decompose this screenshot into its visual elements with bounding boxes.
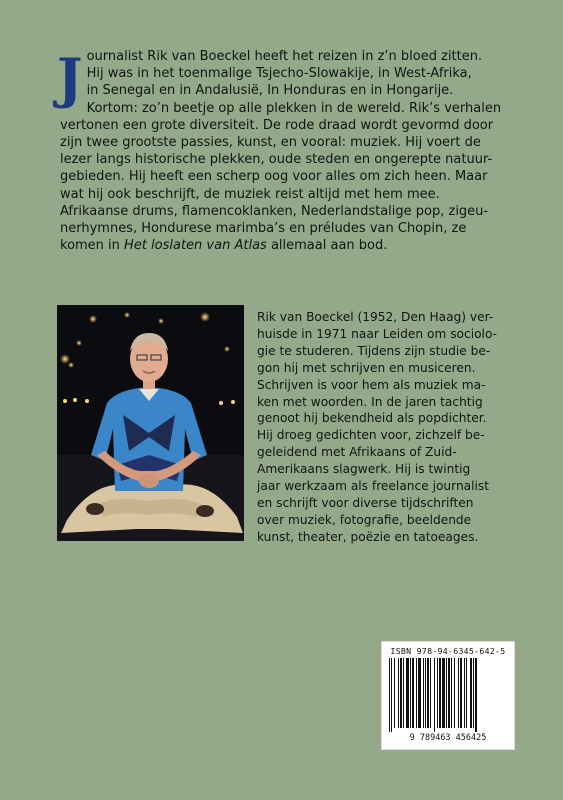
isbn-label: ISBN 978-94-6345-642-5 (390, 646, 506, 656)
barcode-bar (442, 658, 445, 728)
barcode-bar (475, 658, 477, 732)
bio-line: ken met woorden. In de jaren tachtig (257, 394, 483, 409)
barcode-bar (427, 658, 429, 728)
bio-line: gon hij met schrijven en musiceren. (257, 360, 476, 375)
barcode-bar (412, 658, 414, 728)
blurb-line: gebieden. Hij heeft een scherp oog voor alles om zich heen. Maar (60, 169, 488, 185)
barcode-bar (434, 658, 435, 732)
bio-line: over muziek, fotografie, beeldende (257, 512, 472, 527)
barcode-bar (418, 658, 421, 728)
bio-line: Amerikaans slagwerk. Hij is twintig (257, 462, 471, 477)
barcode-bar (423, 658, 424, 728)
bio-line: gie te studeren. Tijdens zijn studie be- (257, 343, 491, 358)
barcode-bar (391, 658, 392, 732)
blurb-line: wat hij ook beschrijft, de muziek reist altijd met hem mee. (60, 186, 440, 202)
barcode-bar (437, 658, 438, 728)
barcode-bar (439, 658, 441, 728)
bio-line: en schrijft voor diverse tijdschriften (257, 495, 474, 510)
barcode-bar (406, 658, 409, 728)
blurb-line: lezer langs historische plekken, oude steden en ongerepte natuur- (60, 152, 493, 168)
barcode-bar (466, 658, 467, 728)
bio-line: genoot hij bekendheid als popdichter. (257, 411, 487, 426)
bio-line: huisde in 1971 naar Leiden om sociolo- (257, 326, 498, 341)
bio-line: Schrijven is voor hem als muziek ma- (257, 377, 486, 392)
blurb-line: zijn twee grootste passies, kunst, en vooral: muziek. Hij voert de (60, 135, 481, 151)
barcode-bar (470, 658, 472, 728)
barcode-bar (460, 658, 462, 728)
barcode-bar (410, 658, 411, 728)
barcode-bar (446, 658, 447, 728)
blurb-last-prefix: komen in (60, 238, 125, 254)
back-cover-blurb (57, 46, 530, 254)
barcode-bar (451, 658, 452, 728)
bio-line: jaar werkzaam als freelance journalist (257, 479, 490, 494)
author-bio (257, 309, 507, 546)
bio-line: kunst, theater, poëzie en tatoeages. (257, 529, 479, 544)
barcode-bar (458, 658, 459, 728)
bio-line: Rik van Boeckel (1952, Den Haag) ver- (257, 310, 494, 324)
barcode-bar (394, 658, 395, 728)
barcode-bar (398, 658, 399, 728)
blurb-line: Kortom: zo’n beetje op alle plekken in de wereld. Rik’s verhalen (86, 100, 502, 116)
barcode-bar (403, 658, 404, 728)
blurb-line: Hij was in het toenmalige Tsjecho-Slowakije, in West-Afrika, (86, 66, 472, 82)
barcode-bar (454, 658, 455, 728)
drop-cap: J (57, 46, 83, 110)
barcode-bar (473, 658, 474, 728)
blurb-last-line (60, 237, 530, 254)
barcode-bar (430, 658, 431, 728)
author-photo (57, 305, 244, 541)
blurb-line: ournalist Rik van Boeckel heeft het reizen in z’n bloed zitten. (86, 49, 483, 64)
bio-line: Hij droeg gedichten voor, zichzelf be- (257, 428, 485, 443)
blurb-line: in Senegal en in Andalusië, In Honduras en in Hongarije. (86, 83, 454, 99)
book-title: Het loslaten van Atlas (124, 238, 267, 254)
isbn-barcode (381, 641, 515, 750)
barcode-bar (416, 658, 417, 728)
barcode-bar (400, 658, 402, 728)
blurb-last-suffix: allemaal aan bod. (266, 238, 388, 254)
blurb-line: Afrikaanse drums, flamencoklanken, Nederlandstalige pop, zigeu- (60, 203, 489, 219)
barcode-bar (425, 658, 426, 728)
barcode-digits: 9 789463 456425 (409, 733, 487, 743)
barcode-bar (464, 658, 465, 728)
author-photo-illustration (57, 305, 244, 541)
barcode-bars (387, 658, 509, 732)
barcode-bar (448, 658, 450, 728)
blurb-line: vertonen een grote diversiteit. De rode draad wordt gevormd door (60, 117, 494, 133)
bio-line: geleidend met Afrikaans of Zuid- (257, 445, 457, 460)
blurb-line: nerhymnes, Hondurese marimba’s en préludes van Chopin, ze (60, 221, 467, 237)
barcode-bar (389, 658, 390, 732)
